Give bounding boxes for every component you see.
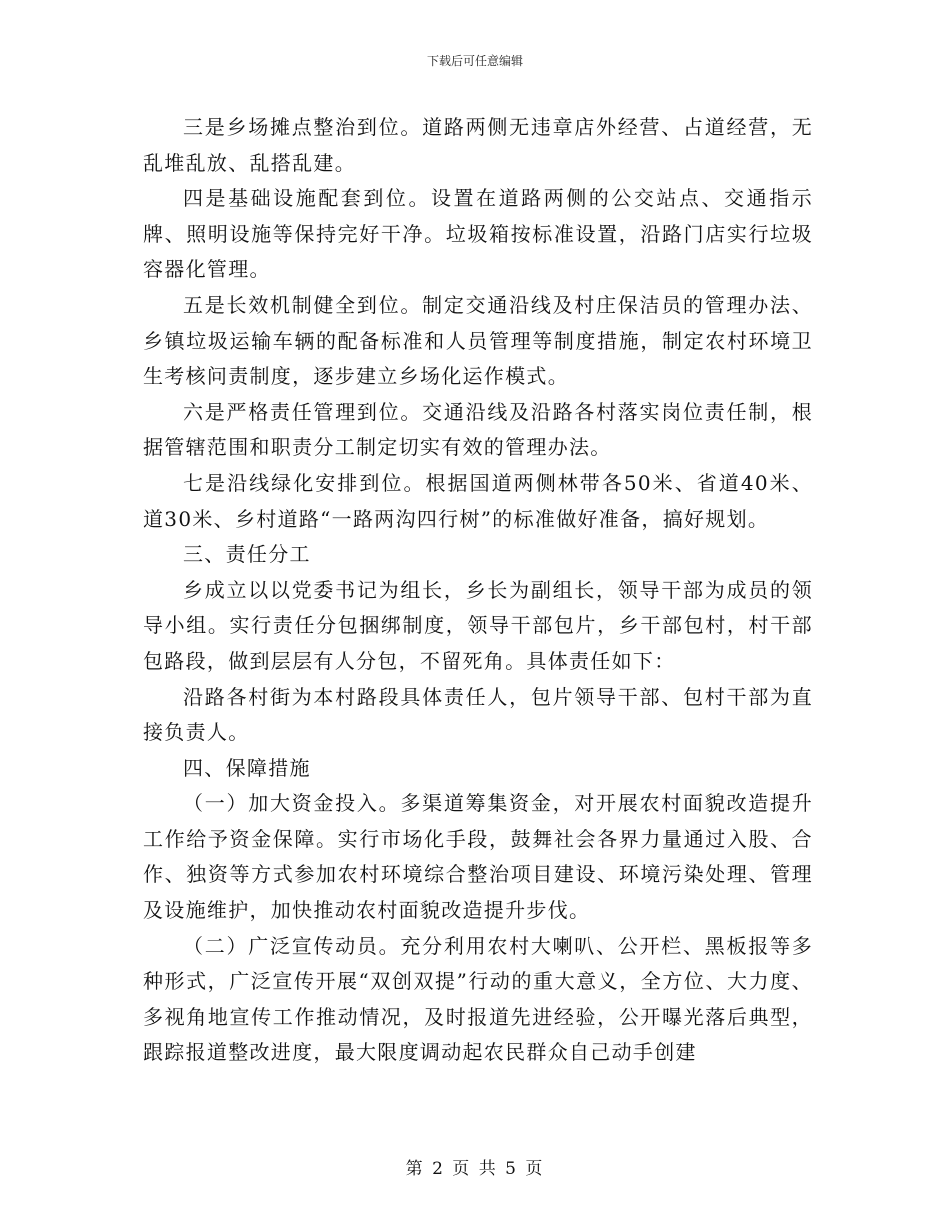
paragraph-measure-2: （二）广泛宣传动员。充分利用农村大喇叭、公开栏、黑板报等多种形式，广泛宣传开展“双创双提”行动的重大意义，全方位、大力度、多视角地宣传工作推动情况，及时报道先进经验，公开曝光落后典型，跟踪报道整改进度，最大限度调动起农民群众自己动手创建 <box>143 933 813 1065</box>
paragraph-item-7: 七是沿线绿化安排到位。根据国道两侧林带各50米、省道40米、道30米、乡村道路“一路两沟四行树”的标准做好准备，搞好规划。 <box>143 470 813 531</box>
page-number: 第 2 页 共 5 页 <box>405 1159 545 1179</box>
paragraph-item-3: 三是乡场摊点整治到位。道路两侧无违章店外经营、占道经营，无乱堆乱放、乱搭乱建。 <box>143 115 813 175</box>
paragraph-item-4: 四是基础设施配套到位。设置在道路两侧的公交站点、交通指示牌、照明设施等保持完好干净。垃圾箱按标准设置，沿路门店实行垃圾容器化管理。 <box>143 186 813 282</box>
paragraph-measure-1: （一）加大资金投入。多渠道筹集资金，对开展农村面貌改造提升工作给予资金保障。实行市场化手段，鼓舞社会各界力量通过入股、合作、独资等方式参加农村环境综合整治项目建设、环境污染处理、管理及设施维护，加快推动农村面貌改造提升步伐。 <box>143 791 813 923</box>
section-heading-3: 三、责任分工 <box>183 542 311 567</box>
paragraph-item-5: 五是长效机制健全到位。制定交通沿线及村庄保洁员的管理办法、乡镇垃圾运输车辆的配备标准和人员管理等制度措施，制定农村环境卫生考核问责制度，逐步建立乡场化运作模式。 <box>143 292 813 389</box>
paragraph-responsibility-detail: 沿路各村街为本村路段具体责任人，包片领导干部、包村干部为直接负责人。 <box>143 684 813 745</box>
paragraph-item-6: 六是严格责任管理到位。交通沿线及沿路各村落实岗位责任制，根据管辖范围和职责分工制定切实有效的管理办法。 <box>143 399 813 460</box>
section-heading-4: 四、保障措施 <box>183 755 311 780</box>
document-body <box>143 110 813 1071</box>
paragraph-responsibility: 乡成立以以党委书记为组长，乡长为副组长，领导干部为成员的领导小组。实行责任分包捆绑制度，领导干部包片，乡干部包村，村干部包路段，做到层层有人分包，不留死角。具体责任如下： <box>143 577 813 673</box>
page-header: 下载后可任意编辑 <box>426 54 523 68</box>
